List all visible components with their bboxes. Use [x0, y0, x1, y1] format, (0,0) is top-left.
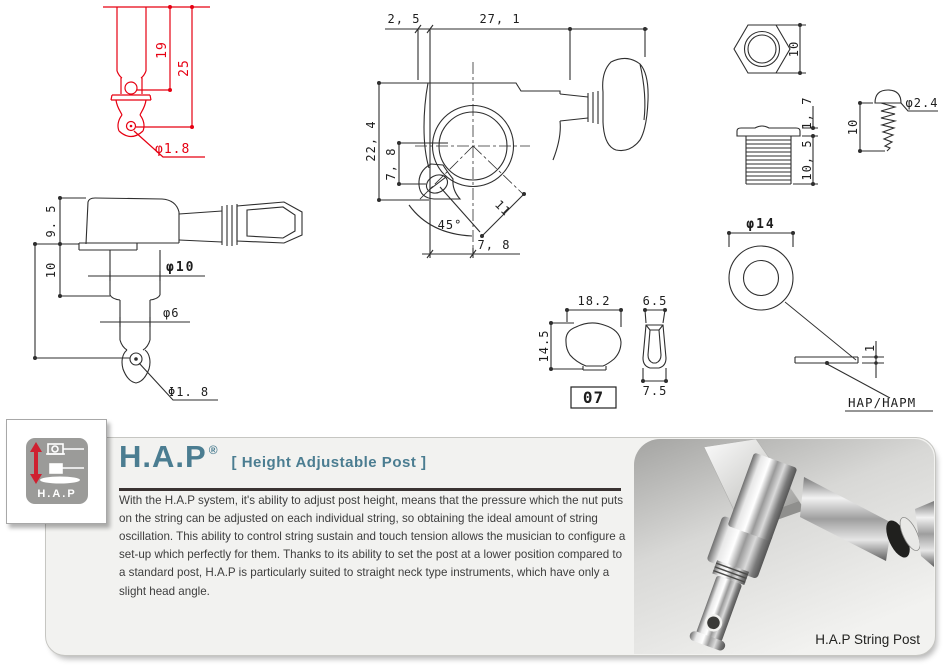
- side-view-drawing: [33, 196, 302, 400]
- dim-1-7: 1, 7: [800, 96, 814, 130]
- dim-19: 19: [155, 41, 170, 59]
- dim-phi2-4: φ2.4: [905, 96, 939, 110]
- height-adjust-icon: [26, 440, 88, 488]
- dim-phi10: φ10: [166, 260, 196, 275]
- dim-2-5: 2, 5: [387, 12, 421, 26]
- dim-screw-10: 10: [846, 118, 860, 136]
- dim-7-8-bottom: 7, 8: [477, 238, 511, 252]
- hex-nut-drawing: [734, 23, 806, 75]
- heading-rule: [119, 488, 621, 491]
- washer-drawing: [727, 217, 933, 411]
- bushing-drawing: [737, 97, 818, 186]
- dim-phi1-8-red: φ1.8: [155, 142, 191, 157]
- hap-badge-box: [6, 419, 107, 524]
- hap-title: H.A.P: [119, 439, 207, 474]
- dim-14-5: 14.5: [537, 329, 551, 363]
- dim-45: 45°: [437, 218, 463, 232]
- hap-subtitle: [ Height Adjustable Post ]: [231, 454, 427, 471]
- part-label-hap-hapm: HAP/HAPM: [848, 395, 917, 410]
- dim-7-5: 7.5: [642, 384, 668, 398]
- dim-phi14: φ14: [746, 217, 776, 232]
- photo-caption: H.A.P String Post: [815, 632, 920, 647]
- dim-11: 11: [492, 197, 514, 219]
- red-string-post-drawing: [103, 5, 210, 157]
- dim-18-2: 18.2: [577, 294, 611, 308]
- hap-info-panel: [45, 437, 936, 656]
- dim-6-5: 6.5: [642, 294, 668, 308]
- registered-mark: ®: [208, 443, 218, 457]
- dim-25: 25: [177, 59, 192, 77]
- model-code-07: 07: [582, 388, 605, 407]
- dim-nut-10: 10: [787, 40, 801, 58]
- dim-washer-1: 1: [863, 343, 877, 353]
- dim-phi6: φ6: [163, 306, 180, 320]
- dim-10-5: 10, 5: [800, 139, 814, 181]
- dim-7-8-left: 7, 8: [384, 147, 398, 181]
- front-view-drawing: [364, 12, 648, 258]
- button-drawing: [537, 294, 668, 408]
- screw-drawing: [846, 90, 938, 153]
- dim-27-1: 27, 1: [479, 12, 521, 26]
- hap-badge-label: H.A.P: [37, 488, 77, 500]
- hap-badge: [26, 438, 88, 504]
- dim-22-4: 22, 4: [364, 120, 378, 162]
- dim-9-5: 9. 5: [44, 204, 58, 238]
- hap-description: With the H.A.P system, it's ability to adjust post height, means that the pressure which the nut puts on the string can be adjusted on each individual string, so obtaining the ideal amount of string oscillation. This ability to control string sustain and touch tension allows the musician to configure a set-up which perfectly for them. Thanks to its ability to set the post at a lower position compared to a standard post, H.A.P is particularly suited to straight neck type instruments, which have only a slight head angle.: [119, 493, 626, 598]
- dim-10-side: 10: [44, 261, 58, 279]
- hap-string-post-photo: [634, 439, 934, 654]
- hap-heading: [119, 439, 426, 475]
- dim-phi1-8-side: Φ1. 8: [168, 385, 210, 399]
